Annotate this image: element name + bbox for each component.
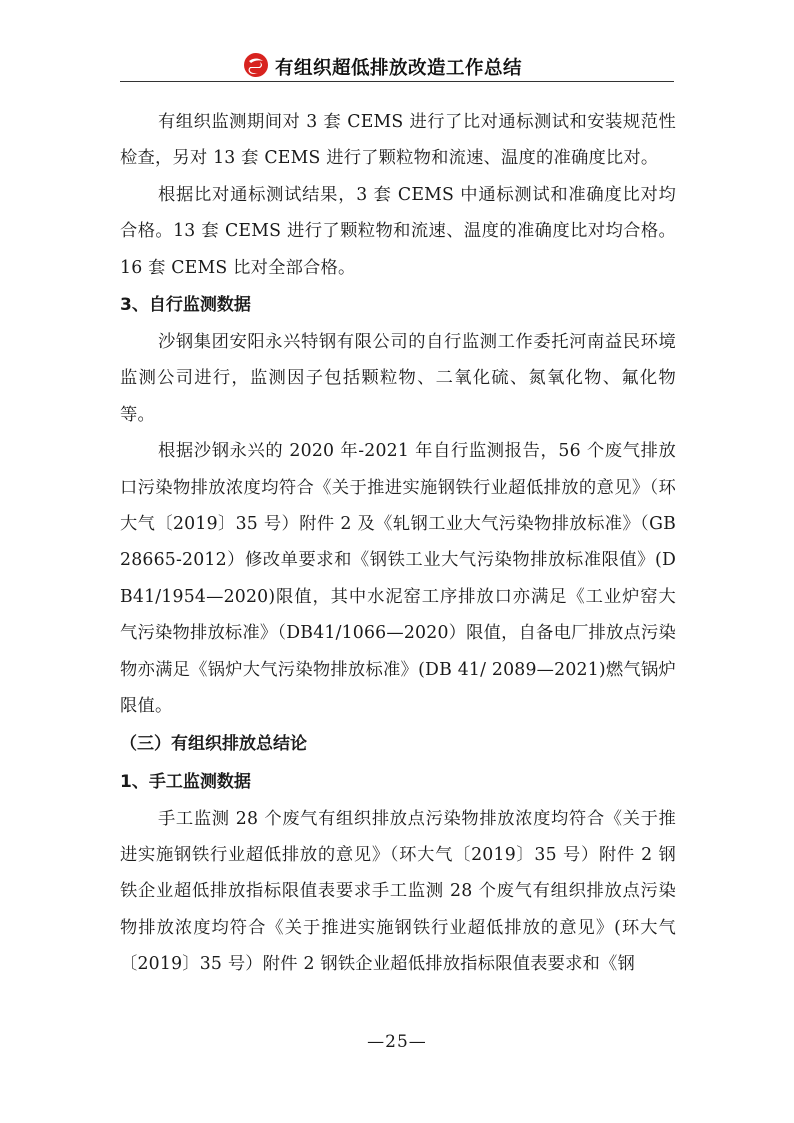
section-heading-organized-conclusion: （三）有组织排放总结论 [120,733,307,754]
header-title: 有组织超低排放改造工作总结 [275,58,523,79]
page-number: —25— [367,1032,427,1052]
paragraph-self-monitoring-result: 根据沙钢永兴的 2020 年-2021 年自行监测报告，56 个废气排放口污染物排放浓度均符合《关于推进实施钢铁行业超低排放的意见》（环大气〔2019〕35 号）附件 2 及《轧钢工业大气污染物排放标准》（GB 28665-2012）修改单要求和《钢铁工业大气污染物排放标准限值》(DB41/1954—2020)限值，其中水泥窑工序排放口亦满足《工业炉窑大气污染物排放标准》（DB41/1066—2020）限值，自备电厂排放点污染物亦满足《锅炉大气污染物排放标准》(DB 41/ 2089—2021)燃气锅炉限值。 [120,441,676,717]
paragraph-self-monitoring-entrust: 沙钢集团安阳永兴特钢有限公司的自行监测工作委托河南益民环境监测公司进行，监测因子包括颗粒物、二氧化硫、氮氧化物、氟化物等。 [120,332,676,425]
paragraph-cems-result: 根据比对通标测试结果，3 套 CEMS 中通标测试和准确度比对均合格。13 套 CEMS 进行了颗粒物和流速、温度的准确度比对均合格。16 套 CEMS 比对全部合格。 [120,184,676,278]
section-heading-self-monitoring: 3、自行监测数据 [120,295,251,316]
paragraph-cems-comparison: 有组织监测期间对 3 套 CEMS 进行了比对通标测试和安装规范性检查，另对 13 套 CEMS 进行了颗粒物和流速、温度的准确度比对。 [120,112,676,169]
document-body [120,104,676,983]
section-heading-manual-monitoring: 1、手工监测数据 [120,771,251,792]
page-header [120,50,674,82]
header-divider [120,81,674,82]
paragraph-manual-monitoring: 手工监测 28 个废气有组织排放点污染物排放浓度均符合《关于推进实施钢铁行业超低排放的意见》（环大气〔2019〕35 号）附件 2 钢铁企业超低排放指标限值表要求手工监测 28 个废气有组织排放点污染物排放浓度均符合《关于推进实施钢铁行业超低排放的意见》(环大气〔2019〕35 号）附件 2 钢铁企业超低排放指标限值表要求和《钢 [120,808,676,975]
company-logo-icon [243,52,269,78]
